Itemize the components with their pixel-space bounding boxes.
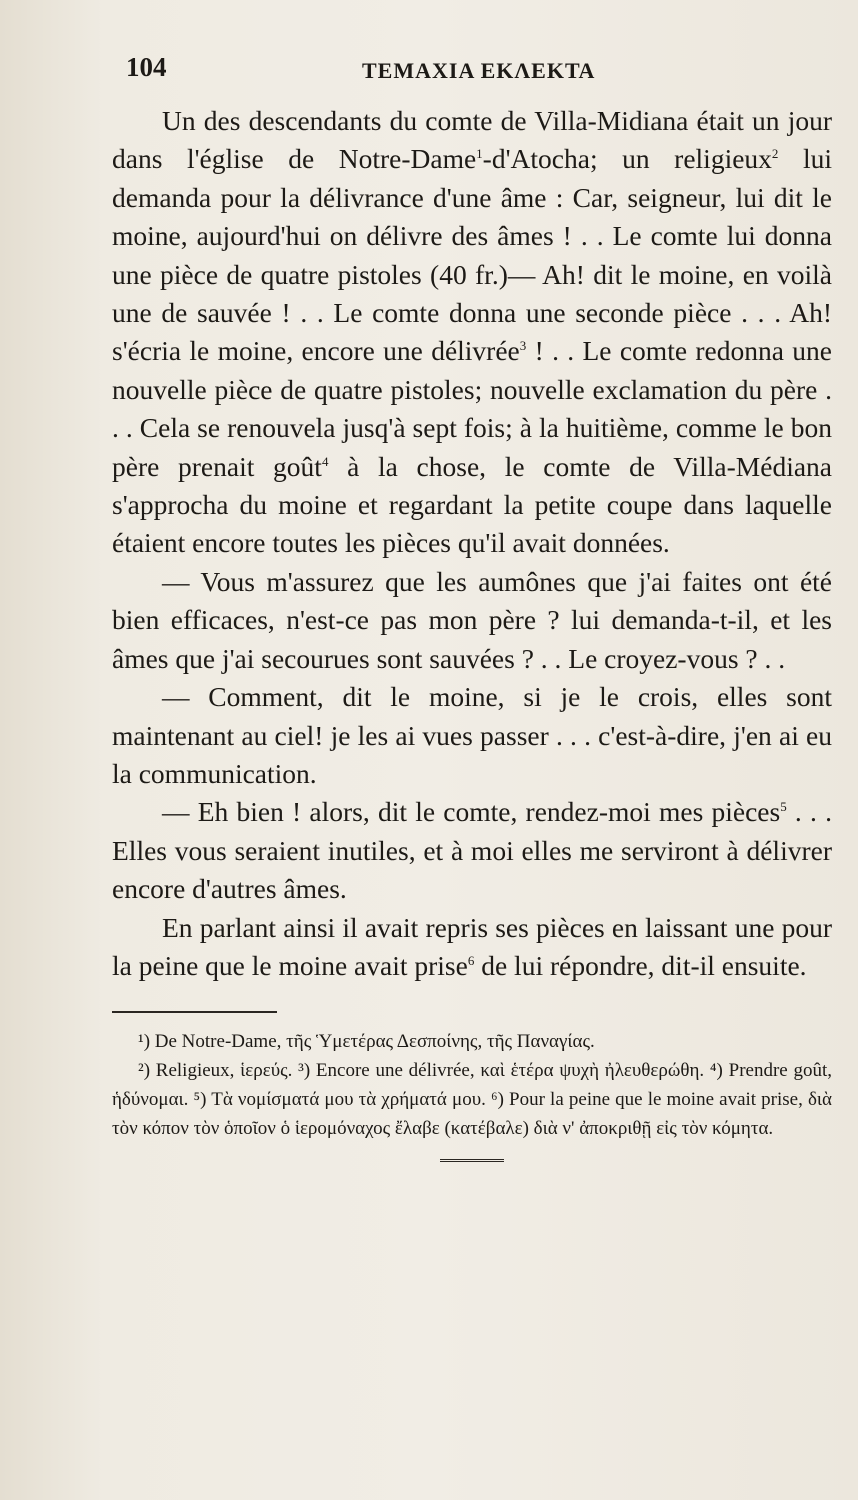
footnote-reference: 1	[476, 146, 483, 162]
body-paragraph	[112, 563, 832, 678]
page-number: 104	[126, 52, 167, 82]
footnotes	[112, 1027, 832, 1143]
page-header	[112, 52, 832, 102]
footnote-text: ²) Religieux, ἱερεύς. ³) Encore une délivrée, καὶ ἑτέρα ψυχὴ ἠλευθερώθη. ⁴) Prendre goût, ἡδύνομαι. ⁵) Τὰ νομίσματά μου τὰ χρήματά μου. ⁶) Pour la peine que le moine avait prise, διὰ τὸν κόπον τὸν ὁποῖον ὁ ἱερομόναχος ἔλαβε (κατέβαλε) διὰ ν' ἀποκριθῇ εἰς τὸν κόμητα.	[112, 1060, 832, 1140]
body-text: . . . Elles vous seraient inutiles, et à moi elles me serviront à délivrer encore d'autres âmes.	[112, 796, 832, 905]
body-text: à la chose, le comte de Villa-Médiana s'approcha du moine et regardant la petite coupe dans laquelle étaient encore toutes les pièces qu'il avait données.	[112, 450, 832, 559]
footnote-reference: 6	[467, 952, 475, 968]
footnote-reference: 4	[321, 453, 329, 469]
footnote-divider	[112, 1011, 277, 1013]
body-text: — Vous m'assurez que les aumônes que j'ai faites ont été bien efficaces, n'est-ce pas mon père ? lui demanda-t-il, et les âmes que j'ai secourues sont sauvées ? . . Le croyez-vous ? . .	[112, 565, 832, 674]
body-text	[112, 102, 832, 985]
body-paragraph	[112, 909, 832, 986]
footnote-reference: 5	[780, 799, 787, 815]
body-paragraph	[112, 793, 832, 908]
running-title: ΤΕΜΑΧΙΑ ΕΚΛΕΚΤΑ	[362, 58, 596, 83]
footnote-paragraph	[112, 1056, 832, 1143]
body-text: lui demanda pour la délivrance d'une âme : Car, seigneur, lui dit le moine, aujourd'hui on délivre des âmes ! . . Le comte lui donna une pièce de quatre pistoles (40 fr.)— Ah! dit le moine, en voilà une de sauvée ! . . Le comte donna une seconde pièce . . . Ah! s'écria le moine, encore une délivrée	[112, 143, 832, 367]
body-paragraph	[112, 678, 832, 793]
footnote-reference: 2	[771, 146, 779, 162]
footnote-reference: 3	[519, 338, 527, 354]
body-text: En parlant ainsi il avait repris ses pièces en laissant une pour la peine que le moine avait prise	[112, 911, 832, 981]
footnote-paragraph	[112, 1027, 832, 1056]
body-text: ! . . Le comte redonna une nouvelle pièce de quatre pistoles; nouvelle exclamation du père . . . Cela se renouvela jusq'à sept fois; à la huitième, comme le bon père prenait goût	[112, 335, 832, 482]
body-text: — Comment, dit le moine, si je le crois, elles sont maintenant au ciel! je les ai vues passer . . . c'est-à-dire, j'en ai eu la communication.	[112, 681, 832, 789]
end-ornament-rule	[440, 1159, 504, 1162]
body-paragraph	[112, 102, 832, 563]
body-text: -d'Atocha; un religieux	[482, 143, 772, 175]
body-text: de lui répondre, dit-il ensuite.	[474, 949, 807, 981]
body-text: — Eh bien ! alors, dit le comte, rendez-moi mes pièces	[162, 796, 781, 828]
body-text: Un des descendants du comte de Villa-Midiana était un jour dans l'église de Notre-Dame	[112, 105, 832, 175]
footnote-text: ¹) De Notre-Dame, τῆς Ὑμετέρας Δεσποίνης, τῆς Παναγίας.	[138, 1031, 595, 1053]
